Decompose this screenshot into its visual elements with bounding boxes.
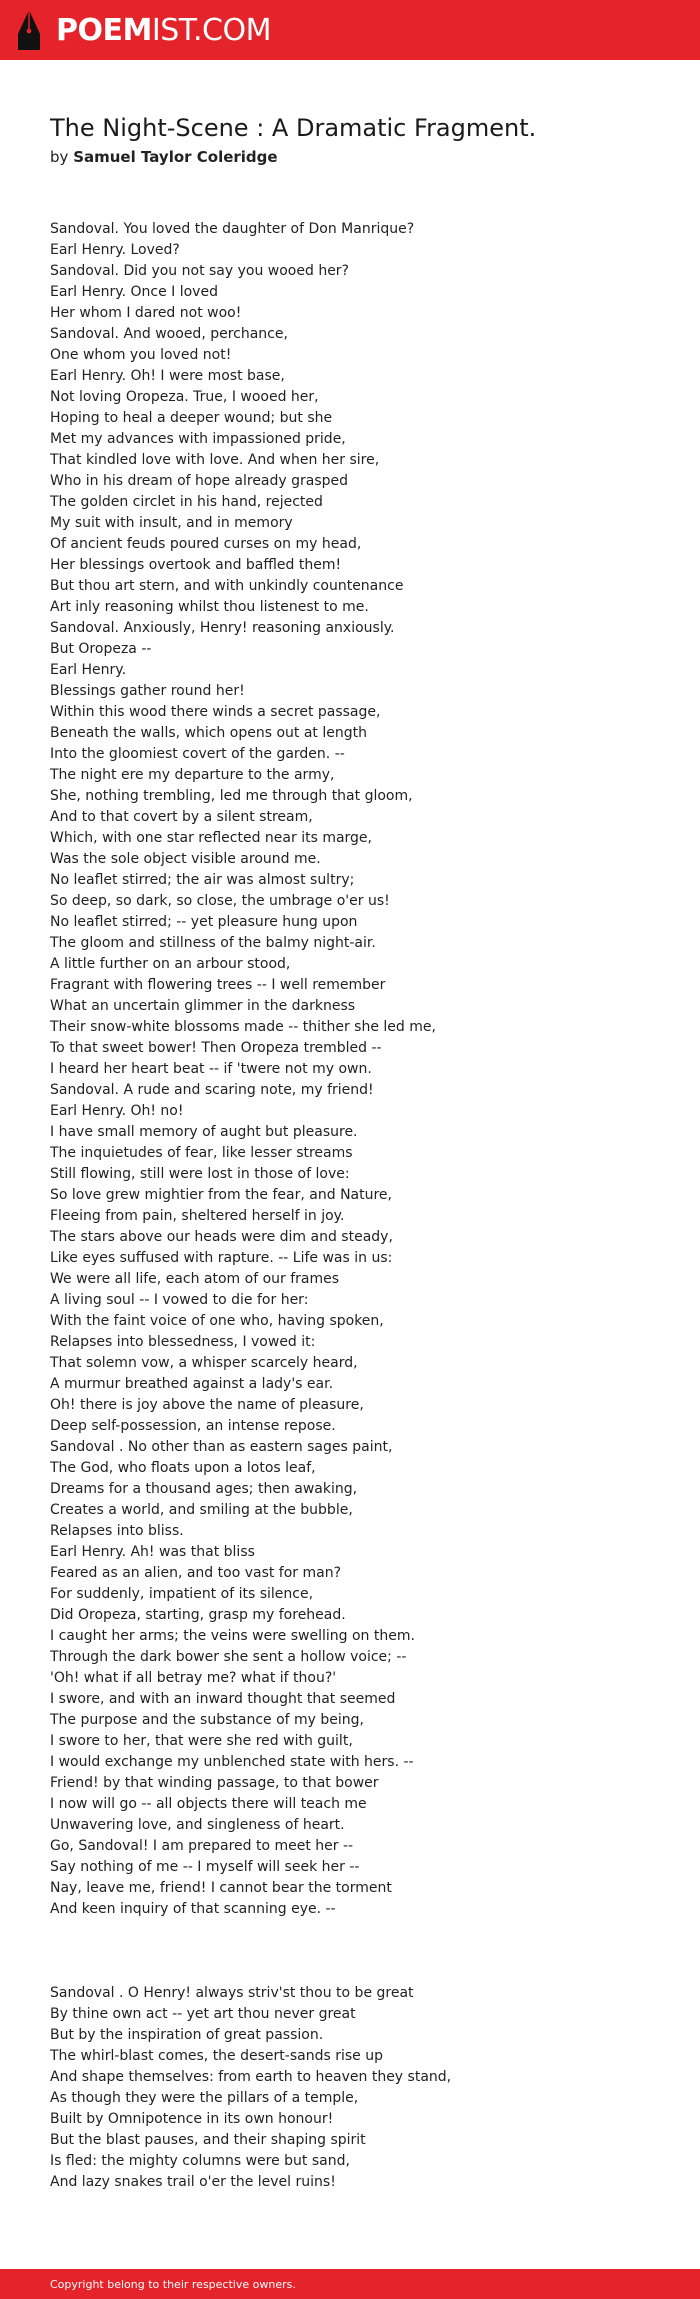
- poem-line: 'Oh! what if all betray me? what if thou?': [50, 1670, 337, 1686]
- poem-line: Like eyes suffused with rapture. -- Life was in us:: [50, 1250, 393, 1266]
- poem-line: And lazy snakes trail o'er the level ruins!: [50, 2174, 336, 2190]
- poem-line: As though they were the pillars of a temple,: [50, 2090, 359, 2106]
- poem-line: But by the inspiration of great passion.: [50, 2027, 324, 2043]
- poem-line: By thine own act -- yet art thou never great: [50, 2006, 356, 2022]
- poem-line: Earl Henry. Oh! no!: [50, 1103, 184, 1119]
- poem-line: Sandoval. And wooed, perchance,: [50, 326, 288, 342]
- poem-line: Earl Henry.: [50, 662, 127, 678]
- poem-line: Sandoval. Did you not say you wooed her?: [50, 263, 349, 279]
- poem-line: To that sweet bower! Then Oropeza trembled --: [50, 1040, 382, 1056]
- poem-line: That solemn vow, a whisper scarcely heard,: [50, 1355, 358, 1371]
- poem-line: The stars above our heads were dim and steady,: [50, 1229, 393, 1245]
- poem-line: A little further on an arbour stood,: [50, 956, 291, 972]
- poem-line: Relapses into blessedness, I vowed it:: [50, 1334, 316, 1350]
- poem-line: So deep, so dark, so close, the umbrage o'er us!: [50, 893, 390, 909]
- poem-line: I heard her heart beat -- if 'twere not my own.: [50, 1061, 372, 1077]
- poem-line: Into the gloomiest covert of the garden. --: [50, 746, 345, 762]
- poem-line: Sandoval. A rude and scaring note, my friend!: [50, 1082, 374, 1098]
- poem-line: With the faint voice of one who, having spoken,: [50, 1313, 384, 1329]
- poem-line: What an uncertain glimmer in the darkness: [50, 998, 356, 1014]
- poem-line: Creates a world, and smiling at the bubble,: [50, 1502, 353, 1518]
- poem-line: Through the dark bower she sent a hollow voice; --: [50, 1649, 407, 1665]
- poem-line: No leaflet stirred; -- yet pleasure hung upon: [50, 914, 358, 930]
- poem-line: Earl Henry. Loved?: [50, 242, 180, 258]
- poem-title: The Night-Scene : A Dramatic Fragment.: [50, 114, 537, 142]
- poem-line: Who in his dream of hope already grasped: [50, 473, 349, 489]
- site-logo[interactable]: [56, 13, 271, 48]
- poem-line: Earl Henry. Oh! I were most base,: [50, 368, 285, 384]
- poem-line: Not loving Oropeza. True, I wooed her,: [50, 389, 319, 405]
- by-label: by: [50, 148, 69, 166]
- poem-line: Fleeing from pain, sheltered herself in joy.: [50, 1208, 345, 1224]
- poem-line: Beneath the walls, which opens out at length: [50, 725, 367, 741]
- poem-line: The inquietudes of fear, like lesser streams: [50, 1145, 353, 1161]
- poem-line: Which, with one star reflected near its marge,: [50, 830, 372, 846]
- poem-line: Is fled: the mighty columns were but sand,: [50, 2153, 350, 2169]
- poem-line: And shape themselves: from earth to heaven they stand,: [50, 2069, 452, 2085]
- poem-line: Hoping to heal a deeper wound; but she: [50, 410, 333, 426]
- poem-line: Nay, leave me, friend! I cannot bear the torment: [50, 1880, 392, 1896]
- copyright-notice: Copyright belong to their respective owners.: [50, 2278, 296, 2291]
- poem-line: Her blessings overtook and baffled them!: [50, 557, 342, 573]
- poem-line: The whirl-blast comes, the desert-sands rise up: [50, 2048, 383, 2064]
- poem-line: The purpose and the substance of my being,: [50, 1712, 364, 1728]
- poem-line: Sandoval . O Henry! always striv'st thou to be great: [50, 1985, 414, 2001]
- poem-line: Go, Sandoval! I am prepared to meet her --: [50, 1838, 354, 1854]
- poem-line: Oh! there is joy above the name of pleasure,: [50, 1397, 364, 1413]
- poem-line: Blessings gather round her!: [50, 683, 245, 699]
- poem-line: Earl Henry. Ah! was that bliss: [50, 1544, 255, 1560]
- poem-line: I now will go -- all objects there will teach me: [50, 1796, 367, 1812]
- poem-line: I caught her arms; the veins were swelling on them.: [50, 1628, 415, 1644]
- poem-line: And keen inquiry of that scanning eye. --: [50, 1901, 336, 1917]
- poem-line: Built by Omnipotence in its own honour!: [50, 2111, 334, 2127]
- site-footer: [0, 2269, 700, 2299]
- poem-line: And to that covert by a silent stream,: [50, 809, 313, 825]
- byline: [50, 148, 278, 166]
- poem-line: Still flowing, still were lost in those of love:: [50, 1166, 350, 1182]
- poem-line: But thou art stern, and with unkindly countenance: [50, 578, 404, 594]
- poem-line: Friend! by that winding passage, to that bower: [50, 1775, 379, 1791]
- poem-line: But the blast pauses, and their shaping spirit: [50, 2132, 366, 2148]
- poem-line: Unwavering love, and singleness of heart.: [50, 1817, 345, 1833]
- poem-line: But Oropeza --: [50, 641, 152, 657]
- poem-line: One whom you loved not!: [50, 347, 232, 363]
- poem-line: Dreams for a thousand ages; then awaking,: [50, 1481, 358, 1497]
- poem-line: That kindled love with love. And when her sire,: [50, 452, 380, 468]
- poem-line: For suddenly, impatient of its silence,: [50, 1586, 314, 1602]
- poem-line: I have small memory of aught but pleasure.: [50, 1124, 358, 1140]
- poem-line: Deep self-possession, an intense repose.: [50, 1418, 336, 1434]
- poem-line: Sandoval. Anxiously, Henry! reasoning anxiously.: [50, 620, 395, 636]
- poem-line: We were all life, each atom of our frames: [50, 1271, 340, 1287]
- poem-line: The night ere my departure to the army,: [50, 767, 335, 783]
- poem-line: The gloom and stillness of the balmy night-air.: [50, 935, 376, 951]
- poem-line: Earl Henry. Once I loved: [50, 284, 218, 300]
- poem-line: So love grew mightier from the fear, and Nature,: [50, 1187, 392, 1203]
- poem-line: Was the sole object visible around me.: [50, 851, 321, 867]
- logo-light-text: IST.COM: [151, 12, 271, 48]
- poem-line: Art inly reasoning whilst thou listenest to me.: [50, 599, 369, 615]
- poem-line: The God, who floats upon a lotos leaf,: [50, 1460, 316, 1476]
- poem-line: She, nothing trembling, led me through that gloom,: [50, 788, 413, 804]
- poem-line: Relapses into bliss.: [50, 1523, 184, 1539]
- poem-line: My suit with insult, and in memory: [50, 515, 293, 531]
- poem-line: The golden circlet in his hand, rejected: [50, 494, 323, 510]
- poem-line: I swore, and with an inward thought that seemed: [50, 1691, 396, 1707]
- pen-nib-icon: [16, 9, 42, 51]
- poem-line: Feared as an alien, and too vast for man?: [50, 1565, 342, 1581]
- poem-stanza-2: [50, 1983, 451, 2193]
- poem-line: I would exchange my unblenched state with hers. --: [50, 1754, 414, 1770]
- poem-line: Say nothing of me -- I myself will seek her --: [50, 1859, 360, 1875]
- poem-line: Within this wood there winds a secret passage,: [50, 704, 381, 720]
- poem-line: Met my advances with impassioned pride,: [50, 431, 346, 447]
- logo-bold-text: POEM: [56, 12, 152, 48]
- poem-line: Fragrant with flowering trees -- I well remember: [50, 977, 386, 993]
- poem-line: Their snow-white blossoms made -- thither she led me,: [50, 1019, 436, 1035]
- poem-line: Her whom I dared not woo!: [50, 305, 242, 321]
- poem-line: I swore to her, that were she red with guilt,: [50, 1733, 353, 1749]
- poem-line: Sandoval. You loved the daughter of Don Manrique?: [50, 221, 415, 237]
- poem-line: No leaflet stirred; the air was almost sultry;: [50, 872, 355, 888]
- poem-line: Did Oropeza, starting, grasp my forehead.: [50, 1607, 346, 1623]
- poem-stanza-1: [50, 219, 436, 1920]
- poem-line: Of ancient feuds poured curses on my head,: [50, 536, 362, 552]
- site-header: [0, 0, 700, 60]
- poem-line: A living soul -- I vowed to die for her:: [50, 1292, 309, 1308]
- poem-line: A murmur breathed against a lady's ear.: [50, 1376, 334, 1392]
- author-name: Samuel Taylor Coleridge: [73, 148, 278, 166]
- poem-line: Sandoval . No other than as eastern sages paint,: [50, 1439, 393, 1455]
